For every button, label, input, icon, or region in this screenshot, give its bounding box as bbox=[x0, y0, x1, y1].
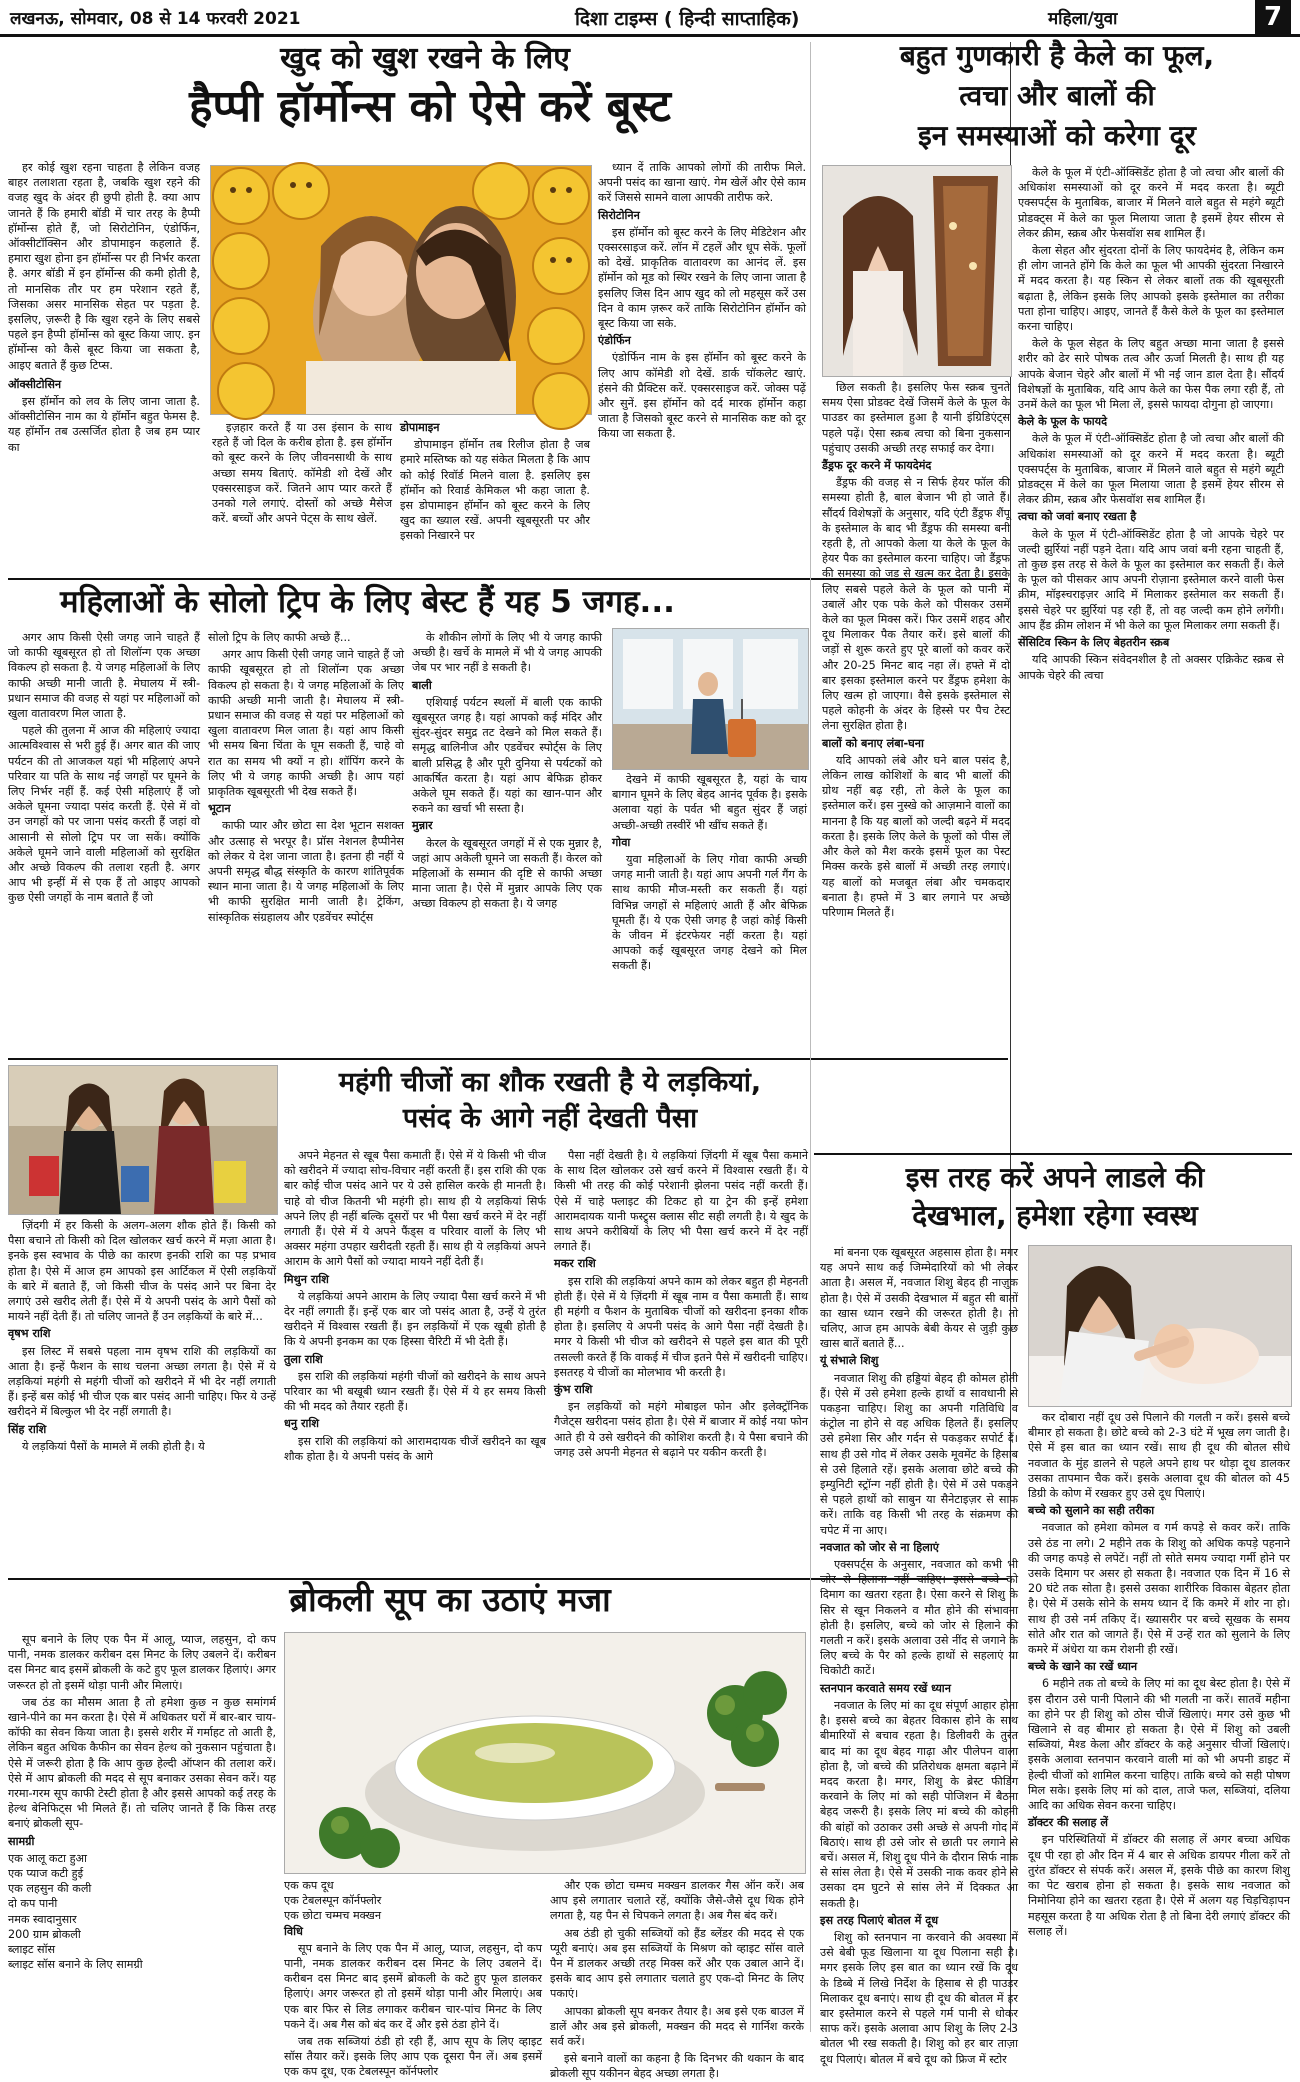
paragraph: केला सेहत और सुंदरता दोनों के लिए फायदेमंद है, लेकिन कम ही लोग जानते होंगे कि केले का फूल भी आपकी सुंदरता निखारने में मदद करता है। यह स्किन से लेकर बालों तक की खूबसूरती बढ़ाता है, लेकिन इसके लिए आपको इसके इस्तेमाल का तरीका पता होना चाहिए। आइए, जानते हैं कैसे केले के फूल का इस्तेमाल करना चाहिए। bbox=[1018, 244, 1284, 334]
story3-column-2 bbox=[284, 1148, 546, 1573]
paragraph: जब तक सब्जियां ठंडी हो रही हैं, आप सूप के लिए व्हाइट सॉस तैयार करें। इसके लिए आप एक दूसरा पैन लें। अब इसमें एक कप दूध, एक टेबलस्पून कॉर्नफ्लोर bbox=[284, 2035, 542, 2079]
subheading: सामग्री bbox=[8, 1834, 35, 1848]
story1-column-2 bbox=[212, 420, 392, 570]
column-divider bbox=[810, 42, 811, 2032]
paragraph: पैसा नहीं देखती है। ये लड़कियां ज़िंदगी में खूब पैसा कमाने के साथ दिल खोलकर उसे खर्च करने में विश्वास रखती हैं। ये किसी भी तरह की कोई परेशानी झेलना पसंद नहीं करती हैं। ऐसे में चाहे फ्लाइट की टिकट हो या ट्रेन की इन्हें हमेशा आरामदायक यानी फस्ट्र्स क्लास सीट सही लगती है। ये खुद के साथ अपने करीबियों के लिए भी पैसा खर्च करने में देर नहीं लगाते हैं। bbox=[554, 1149, 808, 1254]
subheading: गोवा bbox=[612, 835, 631, 849]
subheading: बच्चे के खाने का रखें ध्यान bbox=[1028, 1660, 1138, 1674]
subheading: सिंह राशि bbox=[8, 1422, 47, 1436]
subheading: एंडोर्फिन bbox=[598, 334, 631, 348]
story2-column-2 bbox=[208, 630, 404, 1055]
story3-photo-shoppers bbox=[8, 1065, 278, 1215]
subheading: बालों को बनाए लंबा-घना bbox=[822, 736, 924, 750]
story5-headline-line1: बहुत गुणकारी है केले का फूल, bbox=[899, 39, 1215, 72]
story1-headline: हैप्पी हॉर्मोन्स को ऐसे करें बूस्ट bbox=[189, 81, 671, 132]
list-item: नमक स्वादानुसार bbox=[8, 1912, 77, 1926]
story4-photo-soup bbox=[284, 1632, 806, 1874]
subheading: डोपामाइन bbox=[400, 421, 440, 434]
story3-headline-line1: महंगी चीजों का शौक रखती है ये लड़कियां, bbox=[338, 1067, 762, 1098]
story6-headline-line1: इस तरह करें अपने लाडले की bbox=[905, 1161, 1205, 1194]
masthead-paper-name: दिशा टाइम्स ( हिन्दी साप्ताहिक) bbox=[575, 8, 800, 30]
list-item: एक कप दूध bbox=[284, 1879, 334, 1892]
story5-column-2 bbox=[822, 380, 1010, 1150]
paragraph: पहले की तुलना में आज की महिलाएं ज्यादा आत्मविश्वास से भरी हुई हैं। अगर बात की जाए पर्यटन की तो आजकल यहां भी महिलाएं अपने परिवार या पति के साथ नई जगहों पर घूमने के लिए निर्भर नहीं हैं. कई ऐसी महिलाएं हैं जो अकेले घूमना ज्यादा पसंद करती हैं. ऐसे में वो उन जगहों को पर जाना पसंद करती हैं जहां वो आसानी से सोलो ट्रिप पर जा सकें। क्योंकि अकेले घूमने जाने वाली महिलाओं को सुरक्षित और अच्छे विकल्प की तलाश रहती है. अगर आप भी इन्हीं में से एक हैं तो आइए आपको कुछ ऐसी जगहों के नाम बताते हैं जो bbox=[8, 724, 200, 905]
subheading: नवजात को जोर से ना हिलाएं bbox=[820, 1540, 939, 1554]
paragraph: ये लड़कियां पैसों के मामले में लकी होती है। ये bbox=[22, 1439, 205, 1453]
paragraph: इस राशि की लड़कियां अपने काम को लेकर बहुत ही मेहनती होती हैं। ऐसे में ये ज़िंदगी में खूब नाम व पैसा कमाती हैं। साथ ही महंगी व फैशन के मुताबिक चीजों को खरीदना इनका शौक होता है। इसलिए ये अपनी पसंद के आगे पैसा नहीं देखती है। मगर ये किसी भी चीज को खरीदने से पहले इस बात की पूरी तसल्ली करते हैं कि वाकई में चीज इतने पैसे में खरीदनी चाहिए। इसतरह ये चीजों का मोलभाव भी करती है। bbox=[554, 1274, 808, 1379]
paragraph: सूप बनाने के लिए एक पैन में आलू, प्याज, लहसुन, दो कप पानी, नमक डालकर करीबन दस मिनट के लिए उबलने दें। करीबन दस मिनट बाद इसमें ब्रोकली के कटे हुए फूल डालकर हिलाएं। अगर जरूरत हो तो इसमें थोड़ा पानी और मिलाएं। अब एक बार फिर से लिड लगाकर करीबन चार-पांच मिनट के लिए पकने दें। अब गैस को बंद कर दें और इसे ठंडा होने दें। bbox=[284, 1941, 542, 2031]
paragraph: एंडोर्फिन नाम के इस हॉर्मोन को बूस्ट करने के लिए आप कॉमेडी शो देखें. डार्क चॉकलेट खाएं. हंसने की प्रैक्टिस करें. एक्सरसाइज करें. जोक्स पढ़ें और सुनें. इस हॉर्मोन को दर्द मारक हॉर्मोन कहा जाता है जिसको बूस्ट करने से मानसिक कष्ट को दूर किया जा सकता है. bbox=[598, 351, 806, 441]
subheading: ऑक्सीटोसिन bbox=[8, 377, 62, 391]
story1-column-1 bbox=[8, 160, 200, 580]
subheading: धनु राशि bbox=[284, 1417, 319, 1431]
list-item: ब्लाइट सॉस bbox=[8, 1943, 56, 1957]
paragraph: ज़िंदगी में हर किसी के अलग-अलग शौक होते हैं। किसी को पैसा बचाने तो किसी को दिल खोलकर खर्च करने में मज़ा आता है। इनके इस स्वभाव के पीछे का कारण इनकी राशि का पड़ प्रभाव होता है। ऐसे में आज हम आपको इस आर्टिकल में ऐसी लड़कियों के बारे में बताते हैं, जो किसी चीज के पसंद आने पर बिना देर लगाएं उसे खरीद लेती हैं। ऐसे में ये अपनी पसंद के आगे पैसों को मायने नहीं देती हैं। तो चलिए जानते हैं उन लड़कियों के बारे में... bbox=[8, 1219, 276, 1324]
paragraph: नवजात को हमेशा कोमल व गर्म कपड़े से कवर करें। ताकि उसे ठंड ना लगे। 2 महीने तक के शिशु को अधिक कपड़े पहनाने की जगह कपड़े से लपेटें। नहीं तो सोते समय ज्यादा गर्मी होने पर उसके दिमाग पर असर हो सकता है। नवजात एक दिन में 16 से 20 घंटे तक सोता है। इससे उसका शारीरिक विकास बेहतर होता है। ऐसे में उसके सोने के समय ध्यान दें कि कमरे में शोर ना हो। साथ ही उसे नर्म तकिए दें। ख्यासरीर पर बच्चे सूखक के समय सोते और रात को जागते हैं। ऐसे में उन्हें रात को सुलाने के लिए कमरे में अंधेरा या कम रोशनी ही रखें। bbox=[1028, 1521, 1290, 1657]
story4-headline: ब्रोकली सूप का उठाएं मजा bbox=[289, 1580, 611, 1619]
paragraph: हर कोई खुश रहना चाहता है लेकिन वजह बाहर तलाशता रहता है, जबकि खुश रहने की वजह खुद के अंदर ही छुपी होती है. क्या आप जानते हैं कि हमारी बॉडी में चार तरह के हैप्पी हॉर्मोन्स होते हैं, जो सिरोटोनिन, एंडोर्फिन, ऑक्सीटॉक्सिन और डोपामाइन कहलाते हैं. हमारा खुश होना इन हॉर्मोन्स पर ही निर्भर करता है. अगर बॉडी में इन हॉर्मोन्स की कमी होती है, तो मानसिक तौर पर हम परेशान रहते हैं, जिसका असर मानसिक सेहत पर पड़ता है. इसलिए, ज़रूरी है कि खुश रहने के लिए सबसे पहले इन हैप्पी हॉर्मोन्स को बूस्ट किया जाए. इन हॉर्मोन्स को कैसे बूस्ट किया जा सकता है, आइए बताते हैं कुछ टिप्स. bbox=[8, 161, 200, 372]
paragraph: केले के फूल में एंटी-ऑक्सिडेंट होता है जो त्वचा और बालों की अधिकांश समस्याओं को दूर करने में मदद करता है। ब्यूटी एक्सपर्ट्स के मुताबिक, बाजार में मिलने वाले बहुत से महंगे ब्यूटी प्रोडक्ट्स में केले का फूल मिलाया जाता है इसमें हेयर सीरम से लेकर क्रीम, स्क्रब और फेसवॉश सब शामिल हैं। bbox=[1018, 166, 1284, 240]
masthead-date: लखनऊ, सोमवार, 08 से 14 फरवरी 2021 bbox=[10, 9, 301, 29]
paragraph: देखने में काफी खूबसूरत है, यहां के चाय बागान घूमने के लिए बेहद आनंद पूर्वक है। इसके अलावा यहां के पर्वत भी बहुत सुंदर हैं जहां अच्छी-अच्छी तस्वीरें भी खींच सकते हैं। bbox=[612, 773, 807, 832]
story3-column-1 bbox=[8, 1218, 276, 1573]
paragraph: युवा महिलाओं के लिए गोवा काफी अच्छी जगह मानी जाती है। यहां आप अपनी गर्ल गैंग के साथ काफी मौज-मस्ती कर सकती हैं। यहां विभिन्न जगहों से महिलाएं आती हैं और बेफिक्र घूमती हैं। ये एक ऐसी जगह है जहां कोई किसी के जीवन में इंटरफेयर नहीं करता है। यहां आपको कई खूबसूरत जगह देखने को मिल सकती हैं। bbox=[612, 853, 807, 973]
paragraph: काफी प्यार और छोटा सा देश भूटान सशक्त और उत्साह से भरपूर है। प्रॉस नेशनल हैप्पीनेस को लेकर ये देश जाना जाता है। इतना ही नहीं ये अपनी समृद्ध बौद्ध संस्कृति के कारण शांतिपूर्वक स्थान माना जाता है। ये जगह महिलाओं के लिए भी काफी सुरक्षित मानी जाती है। ट्रेकिंग, सांस्कृतिक संग्रहालय और एडवेंचर स्पोर्ट्स bbox=[208, 819, 404, 924]
story1-column-4 bbox=[598, 160, 806, 570]
story2-column-3 bbox=[412, 630, 602, 1055]
paragraph: डोपामाइन हॉर्मोन तब रिलीज होता है जब हमारे मस्तिष्क को यह संकेत मिलता है कि आप को कोई रिवॉर्ड मिलने वाला है. इसलिए इस हॉर्मोन को रिवार्ड केमिकल भी कहा जाता है. इस डोपामाइन हॉर्मोन को बूस्ट करने के लिए खुद का ख्याल रखें. अपनी खूबसूरती पर और इसको निखारने पर bbox=[400, 438, 590, 543]
story5-column-1 bbox=[1018, 165, 1284, 1150]
paragraph: इस हॉर्मोन को बूस्ट करने के लिए मेडिटेशन और एक्सरसाइज करें. लॉन में टहलें और धूप सेकें. फूलों को देखें. प्राकृतिक वातावरण का आनंद लें. इस हॉर्मोन को मूड को स्थिर रखने के लिए जाना जाता है इसलिए जिस दिन आप खुद को लो महसूस करें उस दिन वे काम ज़रूर करें ताकि सिरोटोनिन हॉर्मोन को बूस्ट किया जा सके. bbox=[598, 225, 806, 331]
story2-photo-traveler bbox=[612, 628, 809, 770]
story5-headline-line3: इन समस्याओं को करेगा दूर bbox=[917, 119, 1196, 152]
subheading: सिरोटोनिन bbox=[598, 208, 640, 222]
story1-kicker: खुद को खुश रखने के लिए bbox=[280, 41, 570, 76]
subheading: यूं संभाले शिशु bbox=[820, 1354, 879, 1368]
paragraph: इस लिस्ट में सबसे पहला नाम वृषभ राशि की लड़कियों का आता है। इन्हें फैशन के साथ चलना अच्छा लगता है। ऐसे में ये लड़कियां महंगी से महंगी चीजों को खरीदने में भी देर नहीं लगाती हैं। इन्हें बस कोई भी चीज एक बार पसंद आनी चाहिए। फिर ये उन्हें खरीदने में बिल्कुल भी देर नहीं लगाती है। bbox=[8, 1344, 276, 1419]
subheading: मिथुन राशि bbox=[284, 1272, 329, 1286]
list-item: एक आलू कटा हुआ bbox=[8, 1851, 87, 1865]
list-item: एक लहसुन की कली bbox=[8, 1882, 92, 1896]
story2-headline: महिलाओं के सोलो ट्रिप के लिए बेस्ट हैं यह 5 जगह... bbox=[60, 584, 675, 620]
section-rule bbox=[814, 1153, 1292, 1155]
paragraph: मां बनना एक खूबसूरत अहसास होता है। मगर यह अपने साथ कई जिम्मेदारियों को भी लेकर आता है। असल में, नवजात शिशु बेहद ही नाज़ुक होता है। ऐसे में उसकी देखभाल में बहुत सी बातों का खास ध्यान रखने की जरूरत होती है। तो चलिए, आज हम आपके बेबी केयर से जुड़ी कुछ खास बातें बताते हैं... bbox=[820, 1246, 1018, 1351]
subheading: त्वचा को जवां बनाए रखता है bbox=[1018, 510, 1137, 524]
list-item: 200 ग्राम ब्रोकली bbox=[8, 1927, 81, 1941]
subheading: डॉक्टर की सलाह लें bbox=[1028, 1816, 1108, 1830]
story2-column-4 bbox=[612, 772, 807, 1055]
subheading: स्तनपान करवाते समय रखें ध्यान bbox=[820, 1681, 951, 1695]
masthead-section: महिला/युवा bbox=[1048, 9, 1118, 29]
subheading: कुंभ राशि bbox=[554, 1383, 593, 1397]
paragraph: केरल के खूबसूरत जगहों में से एक मुन्नार है, जहां आप अकेली घूमने जा सकती हैं। केरल को महिलाओं के सम्मान की दृष्टि से काफी अच्छा माना जाता है। ऐसे में मुन्नार आपके लिए एक अच्छा विकल्प हो सकता है। ये जगह bbox=[412, 836, 602, 911]
paragraph: इस राशि की लड़कियां महंगी चीजों को खरीदने के साथ अपने परिवार का भी बखूबी ध्यान रखती हैं। ऐसे में ये हर समय किसी की भी मदद को तैयार रहती हैं। bbox=[284, 1369, 546, 1414]
paragraph: यदि आपको लंबे और घने बाल पसंद है, लेकिन लाख कोशिशों के बाद भी बालों की ग्रोथ नहीं बढ़ रही, तो केले के फूल का इस्तेमाल करें। इस नुस्खे को आज़माने वालों का मानना है कि यह बालों को जल्दी बढ़ने में मदद करता है। इसके लिए केले के फूलों को पीस लें और केले को मैश करके इसमें फूल का पेस्ट मिक्स करके इसे बालों में अच्छी तरह लगाएं। यह बालों को मजबूत लंबा और चमकदार बनाता है। हफ्ते में 3 बार लगाने पर अच्छे परिणाम मिलते हैं। bbox=[822, 753, 1010, 919]
paragraph: अगर आप किसी ऐसी जगह जाने चाहते हैं जो काफी खूबसूरत हो तो शिलॉन्ग एक अच्छा विकल्प हो सकता है. ये जगह महिलाओं के लिए काफी अच्छी मानी जाती है. मेघालय में स्त्री-प्रधान समाज की वजह से यहां पर महिलाओं को खुला वातावरण मिल जाता है. bbox=[8, 631, 200, 721]
paragraph: इन परिस्थितियों में डॉक्टर की सलाह लें अगर बच्चा अधिक दूध पी रहा हो और दिन में 4 बार से अधिक डायपर गीला करें तो तुरंत डॉक्टर से संपर्क करें। असल में, इसके पीछे का कारण शिशु का पेट खराब होना हो सकता है। इसके साथ नवजात को निमोनिया होने का खतरा रहता है। ऐसे में अलग यह चिड़चिड़ापन महसूस करता है या अधिक रोता है तो बिना देरी लगाएं डॉक्टर की सलाह लें। bbox=[1028, 1833, 1290, 1938]
paragraph: एशियाई पर्यटन स्थलों में बाली एक काफी खूबसूरत जगह है। यहां आपको कई मंदिर और सुंदर-सुंदर समुद्र तट देखने को मिल सकते हैं। समृद्ध बालिनीज और एडवेंचर स्पोर्ट्स के लिए बाली प्रसिद्ध है और पूरी दुनिया से पर्यटकों को आकर्षित करता है। यहां आप बेफिक्र होकर अकेले घूम सकते हैं। यहां का खान-पान और रुकने का खर्चा भी सस्ता है। bbox=[412, 695, 602, 816]
paragraph: 6 महीने तक तो बच्चे के लिए मां का दूध बेस्ट होता है। ऐसे में इस दौरान उसे पानी पिलाने की भी गलती ना करें। सातवें महीना का होने पर ही शिशु को ठोस चीजें खिलाएं। मगर उसे कुछ भी खिलाने से वह बीमार हो सकता है। ऐसे में शिशु को उबली सब्जियां, मैश्ड केला और डॉक्टर के कहे अनुसार चीजों खिलाएं। इसके अलावा स्तनपान करवाने वाली मां को भी अपनी डाइट में हेल्दी चीजों को शामिल करना चाहिए। ताकि बच्चे को सही पोषण मिल सके। इसके लिए मां को दाल, ताजे फल, सब्जियां, दलिया आदि का अधिक सेवन करना चाहिए। bbox=[1028, 1677, 1290, 1813]
story6-column-2 bbox=[1028, 1410, 1290, 2040]
paragraph: यदि आपकी स्किन संवेदनशील है तो अक्सर एक्रिकेट स्क्रब से आपके चेहरे की त्वचा bbox=[1018, 653, 1284, 682]
story1-photo-couple bbox=[210, 165, 592, 415]
story3-column-3 bbox=[554, 1148, 808, 1573]
paragraph: इसे बनाने वालों का कहना है कि दिनभर की थकान के बाद ब्रोकली सूप यकीनन बेहद अच्छा लगता है। bbox=[550, 2052, 804, 2081]
story4-column-1 bbox=[8, 1632, 276, 2037]
ingredients-list bbox=[8, 1851, 276, 1973]
story6-photo-mother-baby bbox=[1028, 1245, 1292, 1407]
list-item: ब्लाइट सॉस बनाने के लिए सामग्री bbox=[8, 1958, 143, 1972]
paragraph: एक्सपर्ट्स के अनुसार, नवजात को कभी भी जोर से हिलाना नहीं चाहिए। इससे बच्चे को दिमाग का खतरा रहता है। ऐसा करने से शिशु के सिर से खून निकलने व मौत होने की संभावना होती है। इसलिए, बच्चे को जोर से हिलाने की गलती न करें। इसके अलावा उसे नींद से जगाने के लिए बच्चे के पैर को हल्के हाथों से सहलाएं या चिकोटी काटें। bbox=[820, 1558, 1018, 1678]
paragraph: नवजात के लिए मां का दूध संपूर्ण आहार होता है। इससे बच्चे का बेहतर विकास होने के साथ बीमारियों से बचाव रहता है। डिलीवरी के तुरंत बाद मां का दूध बेहद गाढ़ा और पीलेपन वाला होता है, जो बच्चे की प्रतिरोधक क्षमता बढ़ाने में मदद करता है। मगर, शिशु के ब्रेस्ट फीडिंग करवाने के लिए मां को सही पोजिशन में बैठना बेहद जरूरी है। इसके लिए मां बच्चे की कोहनी की बांहों को उठाकर उसी अच्छे से अपनी गोद में बिठाएं। साथ ही उसे जोर से छाती पर लगाने से बचें। असल में, शिशु दूध पीने के दौरान सिर्फ नाक से सांस लेता है। ऐसे में उसकी नाक कवर होने से उसका दम घुटने से सांस लेने में दिक्कत आ सकती है। bbox=[820, 1698, 1018, 1910]
subheading: बच्चे को सुलाने का सही तरीका bbox=[1028, 1504, 1155, 1518]
story2-column-1 bbox=[8, 630, 200, 1055]
story4-column-3 bbox=[550, 1878, 804, 2081]
subheading: वृषभ राशि bbox=[8, 1327, 51, 1341]
story6-column-1 bbox=[820, 1245, 1018, 2066]
story5-photo-woman-hair bbox=[822, 165, 1012, 377]
subheading: तुला राशि bbox=[284, 1352, 323, 1366]
page-number: 7 bbox=[1255, 0, 1291, 34]
list-item: एक प्याज कटी हुई bbox=[8, 1867, 84, 1881]
paragraph: के शौकीन लोगों के लिए भी ये जगह काफी अच्छी है। खर्चे के मामले में भी ये जगह आपकी जेब पर भार नहीं डे सकती है। bbox=[412, 631, 602, 675]
paragraph: इज़हार करते हैं या उस इंसान के साथ रहते हैं जो दिल के करीब होता है. इस हॉर्मोन को बूस्ट करने के लिए जीवनसाथी के साथ अच्छा समय बिताएं. कॉमेडी शो देखें और एक्सरसाइज करें. जितने आप प्यार करते हैं उनको गले लगाएं. दोस्तों को अच्छे मैसेज करें. बच्चों और अपने पेट्स के साथ खेलें. bbox=[212, 421, 392, 526]
paragraph: इन लड़कियों को महंगे मोबाइल फोन और इलेक्ट्रॉनिक गैजेट्स खरीदना पसंद होता है। ऐसे में बाजार में कोई नया फोन आते ही ये उसे खरीदने की कोशिश करती है। ये पैसा बचाने की जगह उसे अपनी मेहनत से बढ़ाने पर यकीन करती है। bbox=[554, 1400, 808, 1459]
paragraph: सूप बनाने के लिए एक पैन में आलू, प्याज, लहसुन, दो कप पानी, नमक डालकर करीबन दस मिनट के लिए उबलने दें। करीबन दस मिनट बाद इसमें ब्रोकली के कटे हुए फूल डालकर हिलाएं। अगर जरूरत हो तो इसमें थोड़ा पानी और मिलाएं। bbox=[8, 1633, 276, 1692]
list-item: एक टेबलस्पून कॉर्नफ्लोर bbox=[284, 1894, 382, 1908]
story6-headline-line2: देखभाल, हमेशा रहेगा स्वस्थ bbox=[912, 1199, 1198, 1232]
paragraph: अपने मेहनत से खूब पैसा कमाती हैं। ऐसे में ये किसी भी चीज को खरीदने में ज्यादा सोच-विचार नहीं करती हैं। इस राशि की एक बार कोई चीज पसंद आने पर ये उसे हासिल करके ही मानती है। चाहे वो चीज कितनी भी महंगी हो। साथ ही ये लड़कियां सिर्फ अपने लिए ही नहीं बल्कि दूसरों पर भी पैसा खर्च करने में देर नहीं लगाती हैं। ऐसे में ये अपने फैंड्स व परिवार वालों के लिए भी अक्सर महंगा उपहार खरीदती रहती हैं। साथ ही ये लड़कियां अपने आराम के आगे पैसों को ज्यादा मायने नहीं देती हैं। bbox=[284, 1149, 546, 1269]
story1-column-3 bbox=[400, 420, 590, 570]
sauce-ingredients-list bbox=[284, 1878, 542, 1924]
paragraph: नवजात शिशु की हड्डियां बेहद ही कोमल होती हैं। ऐसे में उसे हमेशा हल्के हाथों व सावधानी से पकड़ना चाहिए। शिशु का अपनी गतिविधि व कंट्रोल ना होने से वह अधिक हिलते हैं। इसलिए उसे हमेशा सिर और गर्दन से पकड़कर सपोर्ट दें। साथ ही उसे गोद में लेकर उसके मूवमेंट के हिसाब से उसे हिलाते रहें। इसके अलावा छोटे बच्चे की इम्युनिटी स्ट्रॉन्ग नहीं होती है। ऐसे में उसे पकड़ने से पहले हाथों को साबुन या सैनेटाइज़र से साफ करें। ताकि वह किसी भी तरह के संक्रमण की चपेट में ना आए। bbox=[820, 1371, 1018, 1537]
paragraph: आपका ब्रोकली सूप बनकर तैयार है। अब इसे एक बाउल में डालें और अब इसे ब्रोकली, मक्खन की मदद से गार्निश करके सर्व करें। bbox=[550, 2004, 804, 2049]
paragraph: इस राशि की लड़कियां को आरामदायक चीजें खरीदने का खूब शौक होता है। ये अपनी पसंद के आगे bbox=[284, 1434, 546, 1463]
subheading: मुन्नार bbox=[412, 819, 433, 833]
paragraph: केले के फूल में एंटी-ऑक्सिडेंट होता है जो त्वचा और बालों की अधिकांश समस्याओं को दूर करने में मदद करता है। ब्यूटी एक्सपर्ट्स के मुताबिक, बाजार में मिलने वाले बहुत से महंगे ब्यूटी प्रोडक्ट्स में केले का फूल मिलाया जाता है इसमें हेयर सीरम से लेकर क्रीम, स्क्रब और फेसवॉश सब शामिल हैं। bbox=[1018, 432, 1284, 507]
paragraph: इस हॉर्मोन को लव के लिए जाना जाता है. ऑक्सीटोसिन नाम का ये हॉर्मोन बहुत फेमस है. यह हॉर्मोन तब उत्सर्जित होता है जब हम प्यार का bbox=[8, 395, 200, 454]
subheading: मकर राशि bbox=[554, 1257, 596, 1271]
subheading: डैंड्रफ दूर करने में फायदेमंद bbox=[822, 459, 932, 473]
paragraph: ये लड़कियां अपने आराम के लिए ज्यादा पैसा खर्च करने में भी देर नहीं लगाती हैं। इन्हें एक बार जो पसंद आता है, उन्हें ये तुरंत खरीदने में विश्वास रखती हैं। इन लड़कियों में एक खूबी होती है कि ये अपनी इनकम का एक हिस्सा चैरिटी में भी देती हैं। bbox=[284, 1289, 546, 1349]
paragraph: जब ठंड का मौसम आता है तो हमेशा कुछ न कुछ समांगर्म खाने-पीने का मन करता है। ऐसे में अधिकतर घरों में बार-बार चाय-कॉफी का सेवन किया जाता है। इससे शरीर में गर्माहट तो आती है, लेकिन बहुत अधिक कैफीन का सेवन हेल्थ को नुकसान पहुंचाता है। ऐसे में जरूरी होता है कि आप कुछ हेल्दी ऑप्शन की तलाश करें। ऐसे में आप ब्रोकली की मदद से सूप बनाकर उसका सेवन करें। यह गरमा-गरम सूप काफी टेस्टी होता है और इससे आपको कई तरह के हेल्थ बेनिफिट्स भी मिलते हैं। तो चलिए जानते हैं कि किस तरह बनाएं ब्रोकली सूप- bbox=[8, 1695, 276, 1831]
subheading: केले के फूल के फायदे bbox=[1018, 415, 1108, 429]
paragraph: अब ठंडी हो चुकी सब्जियों को हैंड ब्लेंडर की मदद से एक प्यूरी बनाएं। अब इस सब्जियों के मिश्रण को व्हाइट सॉस वाले पैन में डालकर अच्छी तरह मिक्स करें और एक उबाल आने दें। इसके बाद आप इसे लगातार चलाते हुए एक-दो मिनट के लिए पकाएं। bbox=[550, 1926, 804, 2001]
story5-headline-line2: त्वचा और बालों की bbox=[959, 79, 1155, 112]
paragraph: कर दोबारा नहीं दूध उसे पिलाने की गलती न करें। इससे बच्चे बीमार हो सकता है। छोटे बच्चे को 2-3 घंटे में भूख लग जाती है। ऐसे में इस बात का ध्यान रखें। साथ ही दूध की बोतल सीधे नवजात के मुंह डालने से पहले अपने हाथ पर थोड़ा दूध डालकर उसका तापमान चैक करें। इसके अलावा दूध की बोतल को 45 डिग्री के कोण में रखकर हुए उसे दूध पिलाएं। bbox=[1028, 1411, 1290, 1501]
paragraph: शिशु को स्तनपान ना करवाने की अवस्था में उसे बेबी फूड खिलाना या दूध पिलाना सही है। मगर इसके लिए इस बात का ध्यान रखें कि दूध के डिब्बे में लिखे निर्देश के हिसाब से ही पाउडर मिलाकर दूध बनाएं। साथ ही दूध की बोतल में हर बार इस्तेमाल करने से पहले गर्म पानी से धोकर साफ करें। इसके अलावा आप शिशु के लिए 2-3 बोतल भी रख सकती है। शिशु को हर बार ताज़ा दूध पिलाएं। बोतल में बचे दूध को फ्रिज में स्टोर bbox=[820, 1930, 1018, 2066]
subheading: इस तरह पिलाएं बोतल में दूध bbox=[820, 1913, 939, 1927]
subheading: भूटान bbox=[208, 802, 231, 816]
paragraph: केले के फूल में एंटी-ऑक्सिडेंट होता है जो आपके चेहरे पर जल्दी झुर्रियां नहीं पड़ने देता। यदि आप जवां बनी रहना चाहती हैं, तो कुछ इस तरह से केले के फूल का इस्तेमाल कर सकती हैं। केले के फूल को पीसकर आप अपनी रोज़ाना इस्तेमाल करने वाली फेस क्रीम, मॉइस्चराइज़र आदि में मिलाकर इस्तेमाल कर सकती हैं। इससे चेहरे पर झुर्रियां पड़ रही हैं, तो वह जल्दी कम होने लगेंगी। आप हैंड क्रीम लोशन में भी केले का फूल मिलाकर लगा सकती हैं। bbox=[1018, 527, 1284, 632]
story4-column-2 bbox=[284, 1878, 542, 2079]
subheading: विधि bbox=[284, 1924, 303, 1938]
story3-headline-line2: पसंद के आगे नहीं देखती पैसा bbox=[402, 1103, 698, 1134]
paragraph: केले के फूल सेहत के लिए बहुत अच्छा माना जाता है इससे शरीर को ढेर सारे पोषक तत्व और ऊर्जा मिलती है। साथ ही यह आपके बेजान चेहरे और बालों में भी नई जान डाल देता है। सौंदर्य विशेषज्ञों के मुताबिक, यदि आप केले का फेस पैक लगा रही हैं, तो उनमें केले का फूल भी मिला लें, इससे फायदा दोगुना हो जाएगा। bbox=[1018, 337, 1284, 412]
subheading: सेंसिटिव स्किन के लिए बेहतरीन स्क्रब bbox=[1018, 636, 1170, 650]
list-item: दो कप पानी bbox=[8, 1897, 58, 1911]
list-item: एक छोटा चम्मच मक्खन bbox=[284, 1909, 382, 1923]
paragraph: सोलो ट्रिप के लिए काफी अच्छे हैं... bbox=[208, 631, 351, 644]
paragraph: अगर आप किसी ऐसी जगह जाने चाहते हैं जो काफी खूबसूरत हो तो शिलॉन्ग एक अच्छा विकल्प हो सकता है। ये जगह महिलाओं के लिए काफी अच्छी मानी जाती है। मेघालय में स्त्री-प्रधान समाज की वजह से यहां पर महिलाओं को खुला वातावरण मिल जाता है। यहां आप किसी भी समय बिना चिंता के घूम सकती हैं, चाहे वो रात का समय भी क्यों न हो। शॉपिंग करने के लिए भी ये जगह काफी अच्छी है। आप यहां प्राकृतिक खूबसूरती भी देख सकते हैं। bbox=[208, 648, 404, 799]
paragraph: डैंड्रफ की वजह से न सिर्फ हेयर फॉल की समस्या होती है, बाल बेजान भी हो जाते हैं। सौंदर्य विशेषज्ञों के अनुसार, यदि एंटी डैंड्रफ शैंपू के इस्तेमाल के बाद भी डैंड्रफ की समस्या बनी रहती है, तो आपको केला या केले के फूल के हेयर पैक का इस्तेमाल करना चाहिए। जो डैंड्रफ की समस्या को जड़ से खत्म कर देता है। इसके लिए सबसे पहले केले के फूल को पानी में उबालें और एक पके केले को पीसकर उसमें केले का फूल मिक्स करें। फिर उसमें शहद और दूध मिलाकर पैक तैयार करें। इसे बालों की जड़ों से शुरू करते हुए पूरे बालों को कवर करें और 20-25 मिनट बाद नहा लें। हफ्ते में दो बार इसका इस्तेमाल करने पर डैंड्रफ हमेशा के लिए खत्म हो जाएगा। वैसे इसके इस्तेमाल से पहले कोहनी के अंदर के हिस्से पर पैच टेस्ट लेना सुरक्षित होता है। bbox=[822, 476, 1010, 733]
paragraph: छिल सकती है। इसलिए फेस स्क्रब चुनते समय ऐसा प्रोडक्ट देखें जिसमें केले के फूल के पाउडर का इस्तेमाल हुआ है यानी इंग्रिडिएंट्स पहले पढ़ें। ऐसा स्क्रब त्वचा को बिना नुकसान पहुंचाए उसकी अच्छी तरह सफाई कर देगा। bbox=[822, 381, 1010, 455]
paragraph: और एक छोटा चम्मच मक्खन डालकर गैस ऑन करें। अब आप इसे लगातार चलाते रहें, क्योंकि जैसे-जैसे दूध थिक होने लगता है, यह पैन से चिपकने लगता है। अब गैस बंद करें। bbox=[550, 1879, 804, 1923]
subheading: बाली bbox=[412, 678, 432, 692]
paragraph: ध्यान दें ताकि आपको लोगों की तारीफ मिले. अपनी पसंद का खाना खाएं. गेम खेलें और ऐसे काम करें जिससे सामने वाला आपकी तारीफ करे. bbox=[598, 161, 806, 205]
